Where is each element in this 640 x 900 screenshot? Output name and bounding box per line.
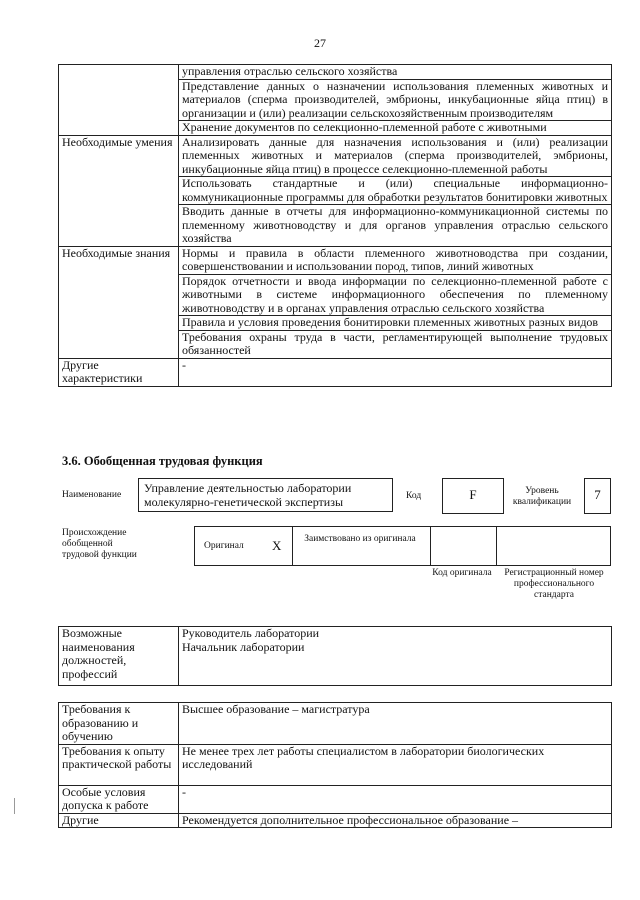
skill-item: Анализировать данные для назначения использования и (или) реализации племенных животных и материалов (сперма производителей, эмбрионы, инкубационные яйца птиц) в процессе селекционно-племенной работы bbox=[179, 135, 612, 177]
code-label: Код bbox=[406, 491, 422, 501]
experience-label: Требования к опыту практической работы bbox=[59, 744, 179, 785]
code-field: F bbox=[442, 478, 504, 514]
page-number: 27 bbox=[314, 36, 326, 50]
original-mark: X bbox=[272, 538, 282, 553]
knowledge-item: Требования охраны труда в части, регламентирующей выполнение трудовых обязанностей bbox=[179, 330, 612, 358]
level-label: Уровень квалификации bbox=[512, 486, 572, 507]
positions-table bbox=[58, 626, 612, 686]
skill-item: Использовать стандартные и (или) специальные информационно-коммуникационные программы для обработки результатов бонитировки животных bbox=[179, 177, 612, 205]
origin-label: Происхождение обобщенной трудовой функции bbox=[62, 528, 137, 560]
borrowed-label: Заимствовано из оригинала bbox=[304, 534, 416, 544]
skill-item: Вводить данные в отчеты для информационно-коммуникационной системы по племенному животноводству и для органов управления отраслью сельского хозяйства bbox=[179, 205, 612, 247]
education-value: Высшее образование – магистратура bbox=[179, 703, 612, 745]
other-characteristics-value: - bbox=[179, 358, 612, 386]
level-field: 7 bbox=[584, 478, 611, 514]
position-item: Начальник лаборатории bbox=[182, 639, 305, 654]
positions-label: Возможные наименования должностей, профессий bbox=[59, 627, 179, 686]
special-conditions-label: Особые условия допуска к работе bbox=[59, 785, 179, 813]
special-conditions-value: - bbox=[179, 785, 612, 813]
position-item: Руководитель лаборатории bbox=[182, 626, 320, 640]
requirements-table bbox=[58, 702, 612, 828]
row-data-submission: Представление данных о назначении использования племенных животных и материалов (сперма производителей, эмбрионы, инкубационные яйца птиц) в организации и (или) реализации сельскохозяйственным производителям bbox=[179, 79, 612, 121]
origin-grid bbox=[194, 526, 611, 566]
knowledge-label: Необходимые знания bbox=[59, 246, 179, 358]
name-label: Наименование bbox=[62, 490, 122, 500]
other-label: Другие bbox=[59, 813, 179, 828]
knowledge-item: Нормы и правила в области племенного животноводства при создании, совершенствовании и использовании пород, типов, линий животных bbox=[179, 246, 612, 274]
function-name-field: Управление деятельностью лаборатории молекулярно-генетической экспертизы bbox=[138, 478, 393, 512]
original-label: Оригинал bbox=[204, 541, 244, 551]
row-document-storage: Хранение документов по селекционно-племенной работе с животными bbox=[179, 121, 612, 136]
education-label: Требования к образованию и обучению bbox=[59, 703, 179, 745]
section-title: 3.6. Обобщенная трудовая функция bbox=[62, 454, 263, 468]
row-management: управления отраслью сельского хозяйства bbox=[179, 65, 612, 80]
registration-number-label: Регистрационный номер профессионального стандарта bbox=[504, 568, 604, 600]
positions-values bbox=[179, 627, 612, 686]
code-original-label: Код оригинала bbox=[432, 568, 492, 578]
other-characteristics-label: Другие характеристики bbox=[59, 358, 179, 386]
knowledge-item: Порядок отчетности и ввода информации по селекционно-племенной работе с животными в системе информационного обеспечения по племенному животноводству и в органах управления отраслью сельского хозяйства bbox=[179, 274, 612, 316]
margin-mark bbox=[14, 798, 15, 814]
experience-value: Не менее трех лет работы специалистом в лаборатории биологических исследований bbox=[179, 744, 612, 785]
skills-knowledge-table bbox=[58, 64, 612, 387]
continued-label-cell bbox=[59, 65, 179, 136]
knowledge-item: Правила и условия проведения бонитировки племенных животных разных видов bbox=[179, 316, 612, 331]
other-value: Рекомендуется дополнительное профессиональное образование – bbox=[179, 813, 612, 828]
skills-label: Необходимые умения bbox=[59, 135, 179, 246]
